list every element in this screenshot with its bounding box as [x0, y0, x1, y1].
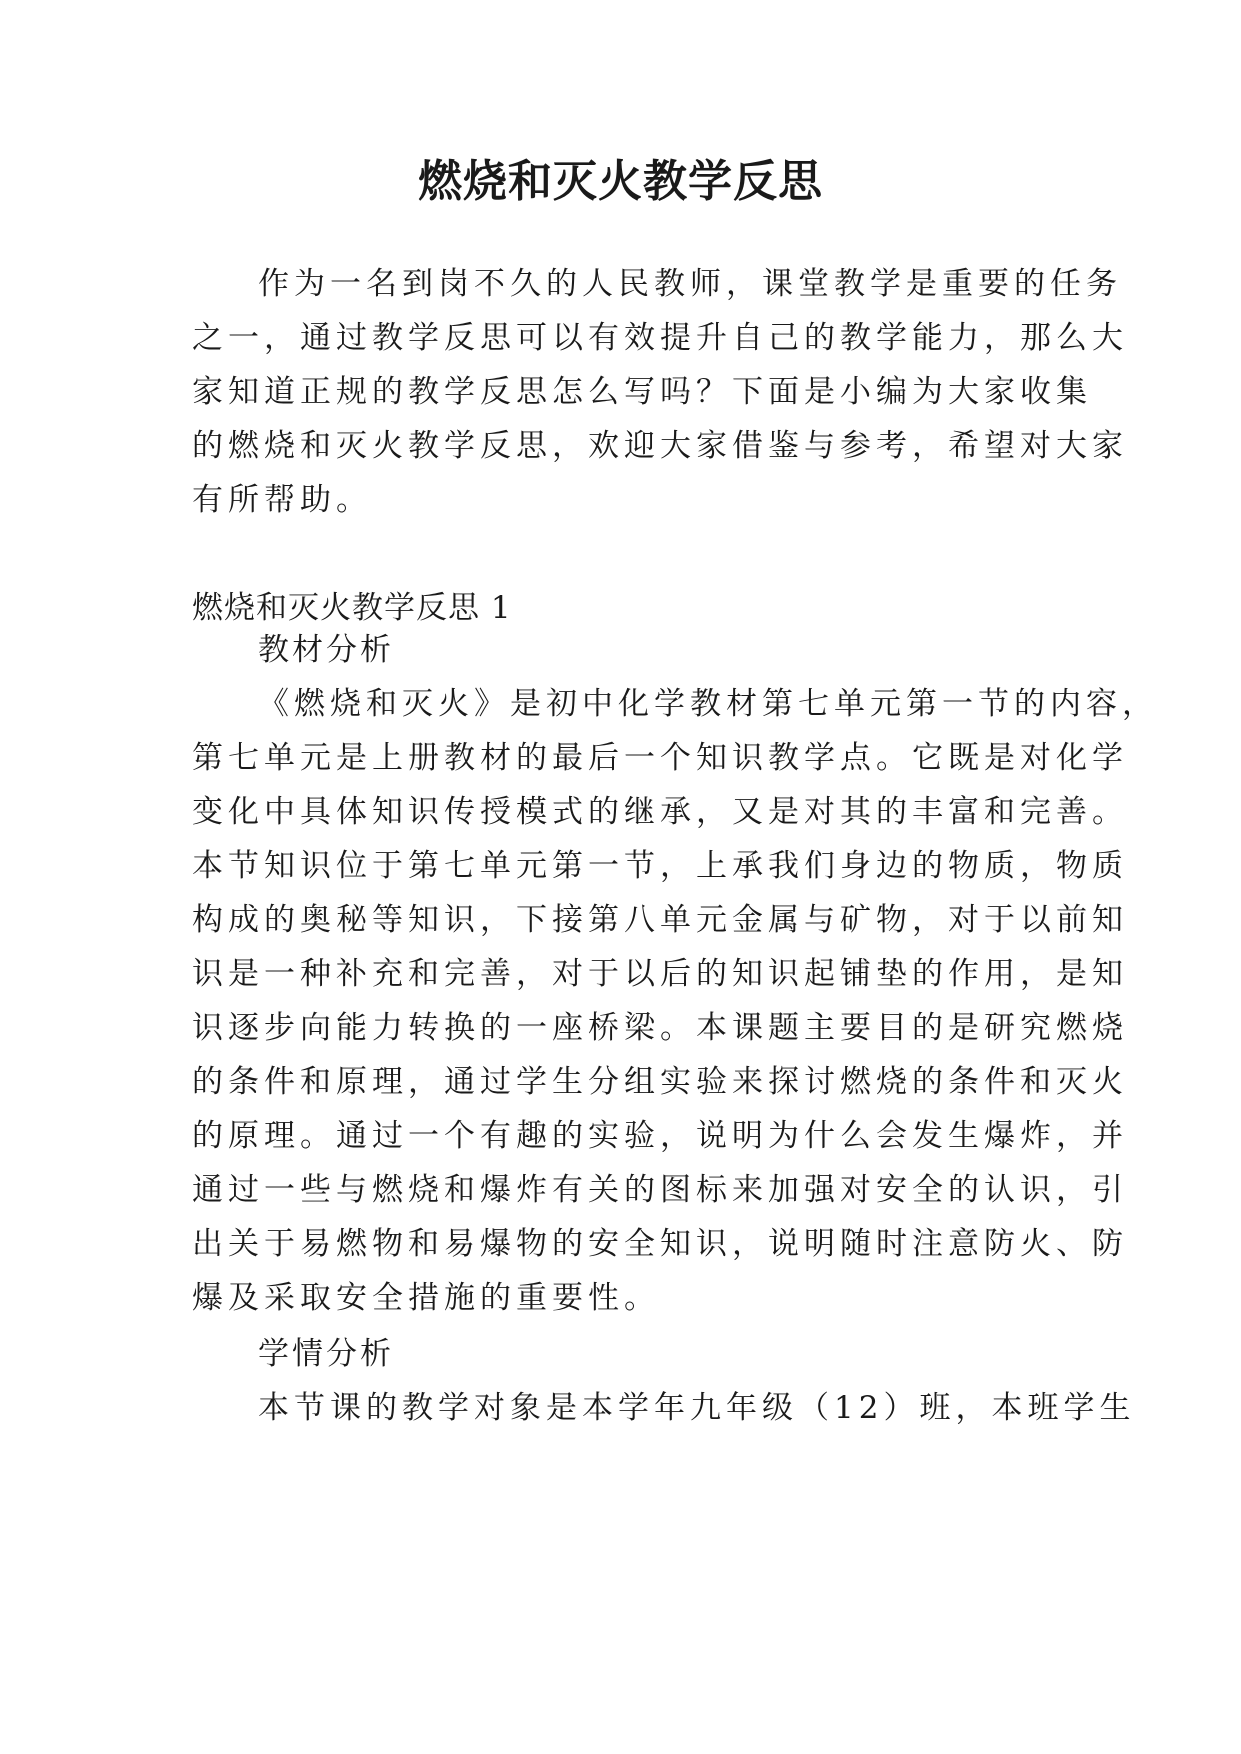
- intro-line: 之一，通过教学反思可以有效提升自己的教学能力，那么大: [192, 320, 1128, 356]
- analysis-line: 变化中具体知识传授模式的继承，又是对其的丰富和完善。: [192, 794, 1128, 830]
- student-line: 本节课的教学对象是本学年九年级（12）班，本班学生: [258, 1390, 1136, 1426]
- analysis-line: 爆及采取安全措施的重要性。: [192, 1280, 660, 1316]
- subheading-textbook-analysis: 教材分析: [258, 632, 394, 668]
- section-title: 燃烧和灭火教学反思 1: [192, 590, 512, 626]
- analysis-line: 识是一种补充和完善，对于以后的知识起铺垫的作用，是知: [192, 956, 1128, 992]
- document-title: 燃烧和灭火教学反思: [418, 156, 823, 207]
- analysis-line: 本节知识位于第七单元第一节，上承我们身边的物质，物质: [192, 848, 1128, 884]
- analysis-line: 第七单元是上册教材的最后一个知识教学点。它既是对化学: [192, 740, 1128, 776]
- analysis-line: 通过一些与燃烧和爆炸有关的图标来加强对安全的认识，引: [192, 1172, 1128, 1208]
- analysis-line: 《燃烧和灭火》是初中化学教材第七单元第一节的内容，: [258, 686, 1158, 722]
- analysis-line: 构成的奥秘等知识，下接第八单元金属与矿物，对于以前知: [192, 902, 1128, 938]
- subheading-student-analysis: 学情分析: [258, 1336, 394, 1372]
- analysis-line: 的原理。通过一个有趣的实验，说明为什么会发生爆炸，并: [192, 1118, 1128, 1154]
- intro-line: 作为一名到岗不久的人民教师，课堂教学是重要的任务: [258, 266, 1122, 302]
- intro-line: 家知道正规的教学反思怎么写吗？下面是小编为大家收集: [192, 374, 1092, 410]
- analysis-line: 识逐步向能力转换的一座桥梁。本课题主要目的是研究燃烧: [192, 1010, 1128, 1046]
- analysis-line: 出关于易燃物和易爆物的安全知识，说明随时注意防火、防: [192, 1226, 1128, 1262]
- intro-line: 有所帮助。: [192, 482, 372, 518]
- intro-line: 的燃烧和灭火教学反思，欢迎大家借鉴与参考，希望对大家: [192, 428, 1128, 464]
- analysis-line: 的条件和原理，通过学生分组实验来探讨燃烧的条件和灭火: [192, 1064, 1128, 1100]
